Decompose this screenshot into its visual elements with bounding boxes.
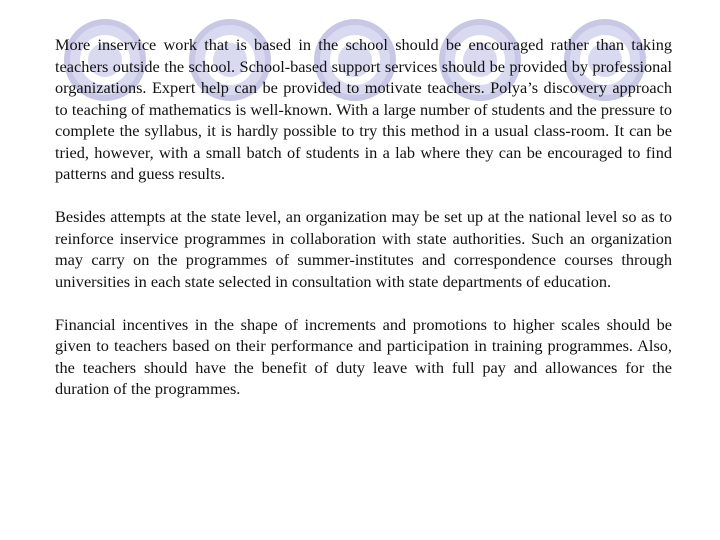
document-body: [55, 34, 672, 421]
paragraph-national-organization: Besides attempts at the state level, an organization may be set up at the national level so as to reinforce inservice programmes in collaboration with state authorities. Such an organization may carry on the programmes of summer-institutes and correspondence courses through universities in each state selected in consultation with state departments of education.: [55, 207, 672, 291]
paragraph-inservice-school-based: More inservice work that is based in the school should be encouraged rather than taking teachers outside the school. School-based support services should be provided by professional organizations. Expert help can be provided to motivate teachers. Polya’s discovery approach to teaching of mathematics is well-known. With a large number of students and the pressure to complete the syllabus, it is hardly possible to try this method in a usual class-room. It can be tried, however, with a small batch of students in a lab where they can be encouraged to find patterns and guess results.: [55, 35, 672, 183]
paragraph-financial-incentives: Financial incentives in the shape of increments and promotions to higher scales should be given to teachers based on their performance and participation in training programmes. Also, the teachers should have the benefit of duty leave with full pay and allowances for the duration of the programmes.: [55, 314, 672, 398]
